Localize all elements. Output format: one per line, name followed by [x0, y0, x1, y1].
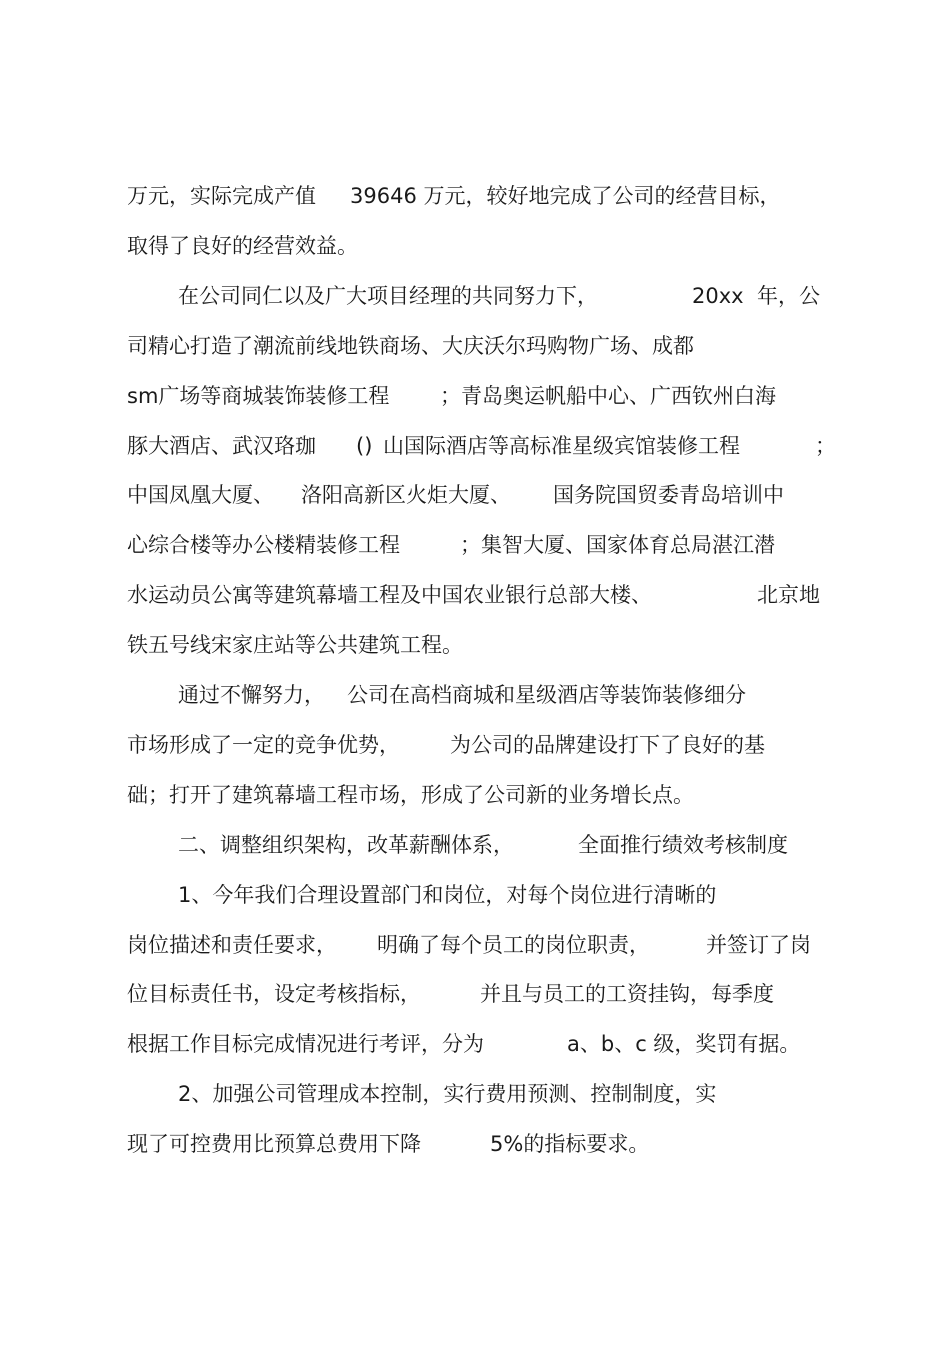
- text-line: [0, 376, 950, 416]
- text-line: [0, 575, 950, 615]
- text-segment: 础；打开了建筑幕墙工程市场，形成了公司新的业务增长点。: [127, 782, 694, 807]
- text-line: [0, 725, 950, 765]
- text-segment: 通过不懈努力，: [178, 683, 325, 707]
- text-segment: 铁五号线宋家庄站等公共建筑工程。: [127, 633, 463, 658]
- text-segment: 公司在高档商城和星级酒店等装饰装修细分: [347, 683, 746, 707]
- text-segment: 根据工作目标完成情况进行考评，分为: [127, 1032, 484, 1057]
- text-segment: 市场形成了一定的竞争优势，: [127, 732, 400, 757]
- text-line: [0, 825, 950, 865]
- text-segment: 中国凤凰大厦、: [127, 483, 274, 508]
- text-line: [0, 1024, 950, 1064]
- text-segment: 2、加强公司管理成本控制，实行费用预测、控制制度，实: [178, 1082, 717, 1107]
- text-segment: 明确了每个员工的岗位职责，: [377, 932, 650, 957]
- text-line: [0, 226, 950, 266]
- text-segment: 1、今年我们合理设置部门和岗位，对每个岗位进行清晰的: [178, 882, 717, 907]
- text-segment: 39646 万元，较好地完成了公司的经营目标，: [350, 184, 781, 208]
- text-segment: 山国际酒店等高标准星级宾馆装修工程: [383, 433, 740, 458]
- text-segment: 豚大酒店、武汉珞珈: [127, 433, 316, 458]
- text-segment: 国务院国贸委青岛培训中: [553, 483, 784, 508]
- text-line: [0, 525, 950, 565]
- text-line: [0, 625, 950, 665]
- text-line: [0, 1074, 950, 1114]
- text-line: [0, 326, 950, 366]
- text-segment: 岗位描述和责任要求，: [127, 932, 337, 957]
- text-line: [0, 276, 950, 316]
- text-line: [0, 925, 950, 965]
- text-segment: 司精心打造了潮流前线地铁商场、大庆沃尔玛购物广场、成都: [127, 333, 694, 358]
- text-segment: 20xx: [692, 283, 744, 308]
- text-line: [0, 974, 950, 1014]
- text-line: [0, 426, 950, 466]
- text-line: [0, 675, 950, 715]
- text-segment: 位目标责任书，设定考核指标，: [127, 982, 421, 1007]
- text-segment: 全面推行绩效考核制度: [578, 832, 788, 857]
- text-segment: ；青岛奥运帆船中心、广西钦州白海: [440, 383, 776, 408]
- text-line: [0, 475, 950, 515]
- text-segment: a、b、c 级，奖罚有据。: [567, 1032, 801, 1057]
- text-segment: ；集智大厦、国家体育总局湛江潜: [460, 533, 775, 558]
- text-segment: 现了可控费用比预算总费用下降: [127, 1132, 421, 1157]
- text-segment: 年，公: [757, 283, 820, 308]
- text-line: [0, 775, 950, 815]
- text-segment: (): [356, 433, 373, 458]
- text-segment: 5%的指标要求。: [490, 1132, 650, 1157]
- text-segment: ；: [815, 433, 836, 458]
- text-line: [0, 1124, 950, 1164]
- text-segment: 万元，实际完成产值: [127, 184, 316, 208]
- text-segment: 北京地: [757, 583, 820, 608]
- text-segment: 洛阳高新区火炬大厦、: [301, 483, 511, 508]
- text-segment: 水运动员公寓等建筑幕墙工程及中国农业银行总部大楼、: [127, 583, 652, 608]
- text-segment: 并签订了岗: [706, 932, 811, 957]
- text-segment: 二、调整组织架构，改革薪酬体系，: [178, 832, 514, 857]
- text-line: [0, 875, 950, 915]
- text-segment: 心综合楼等办公楼精装修工程: [127, 533, 400, 558]
- text-segment: sm广场等商城装饰装修工程: [127, 383, 390, 408]
- text-segment: 在公司同仁以及广大项目经理的共同努力下，: [178, 283, 598, 308]
- text-segment: 并且与员工的工资挂钩，每季度: [480, 982, 774, 1007]
- text-segment: 为公司的品牌建设打下了良好的基: [450, 732, 765, 757]
- text-segment: 取得了良好的经营效益。: [127, 233, 358, 258]
- text-line: [0, 176, 950, 216]
